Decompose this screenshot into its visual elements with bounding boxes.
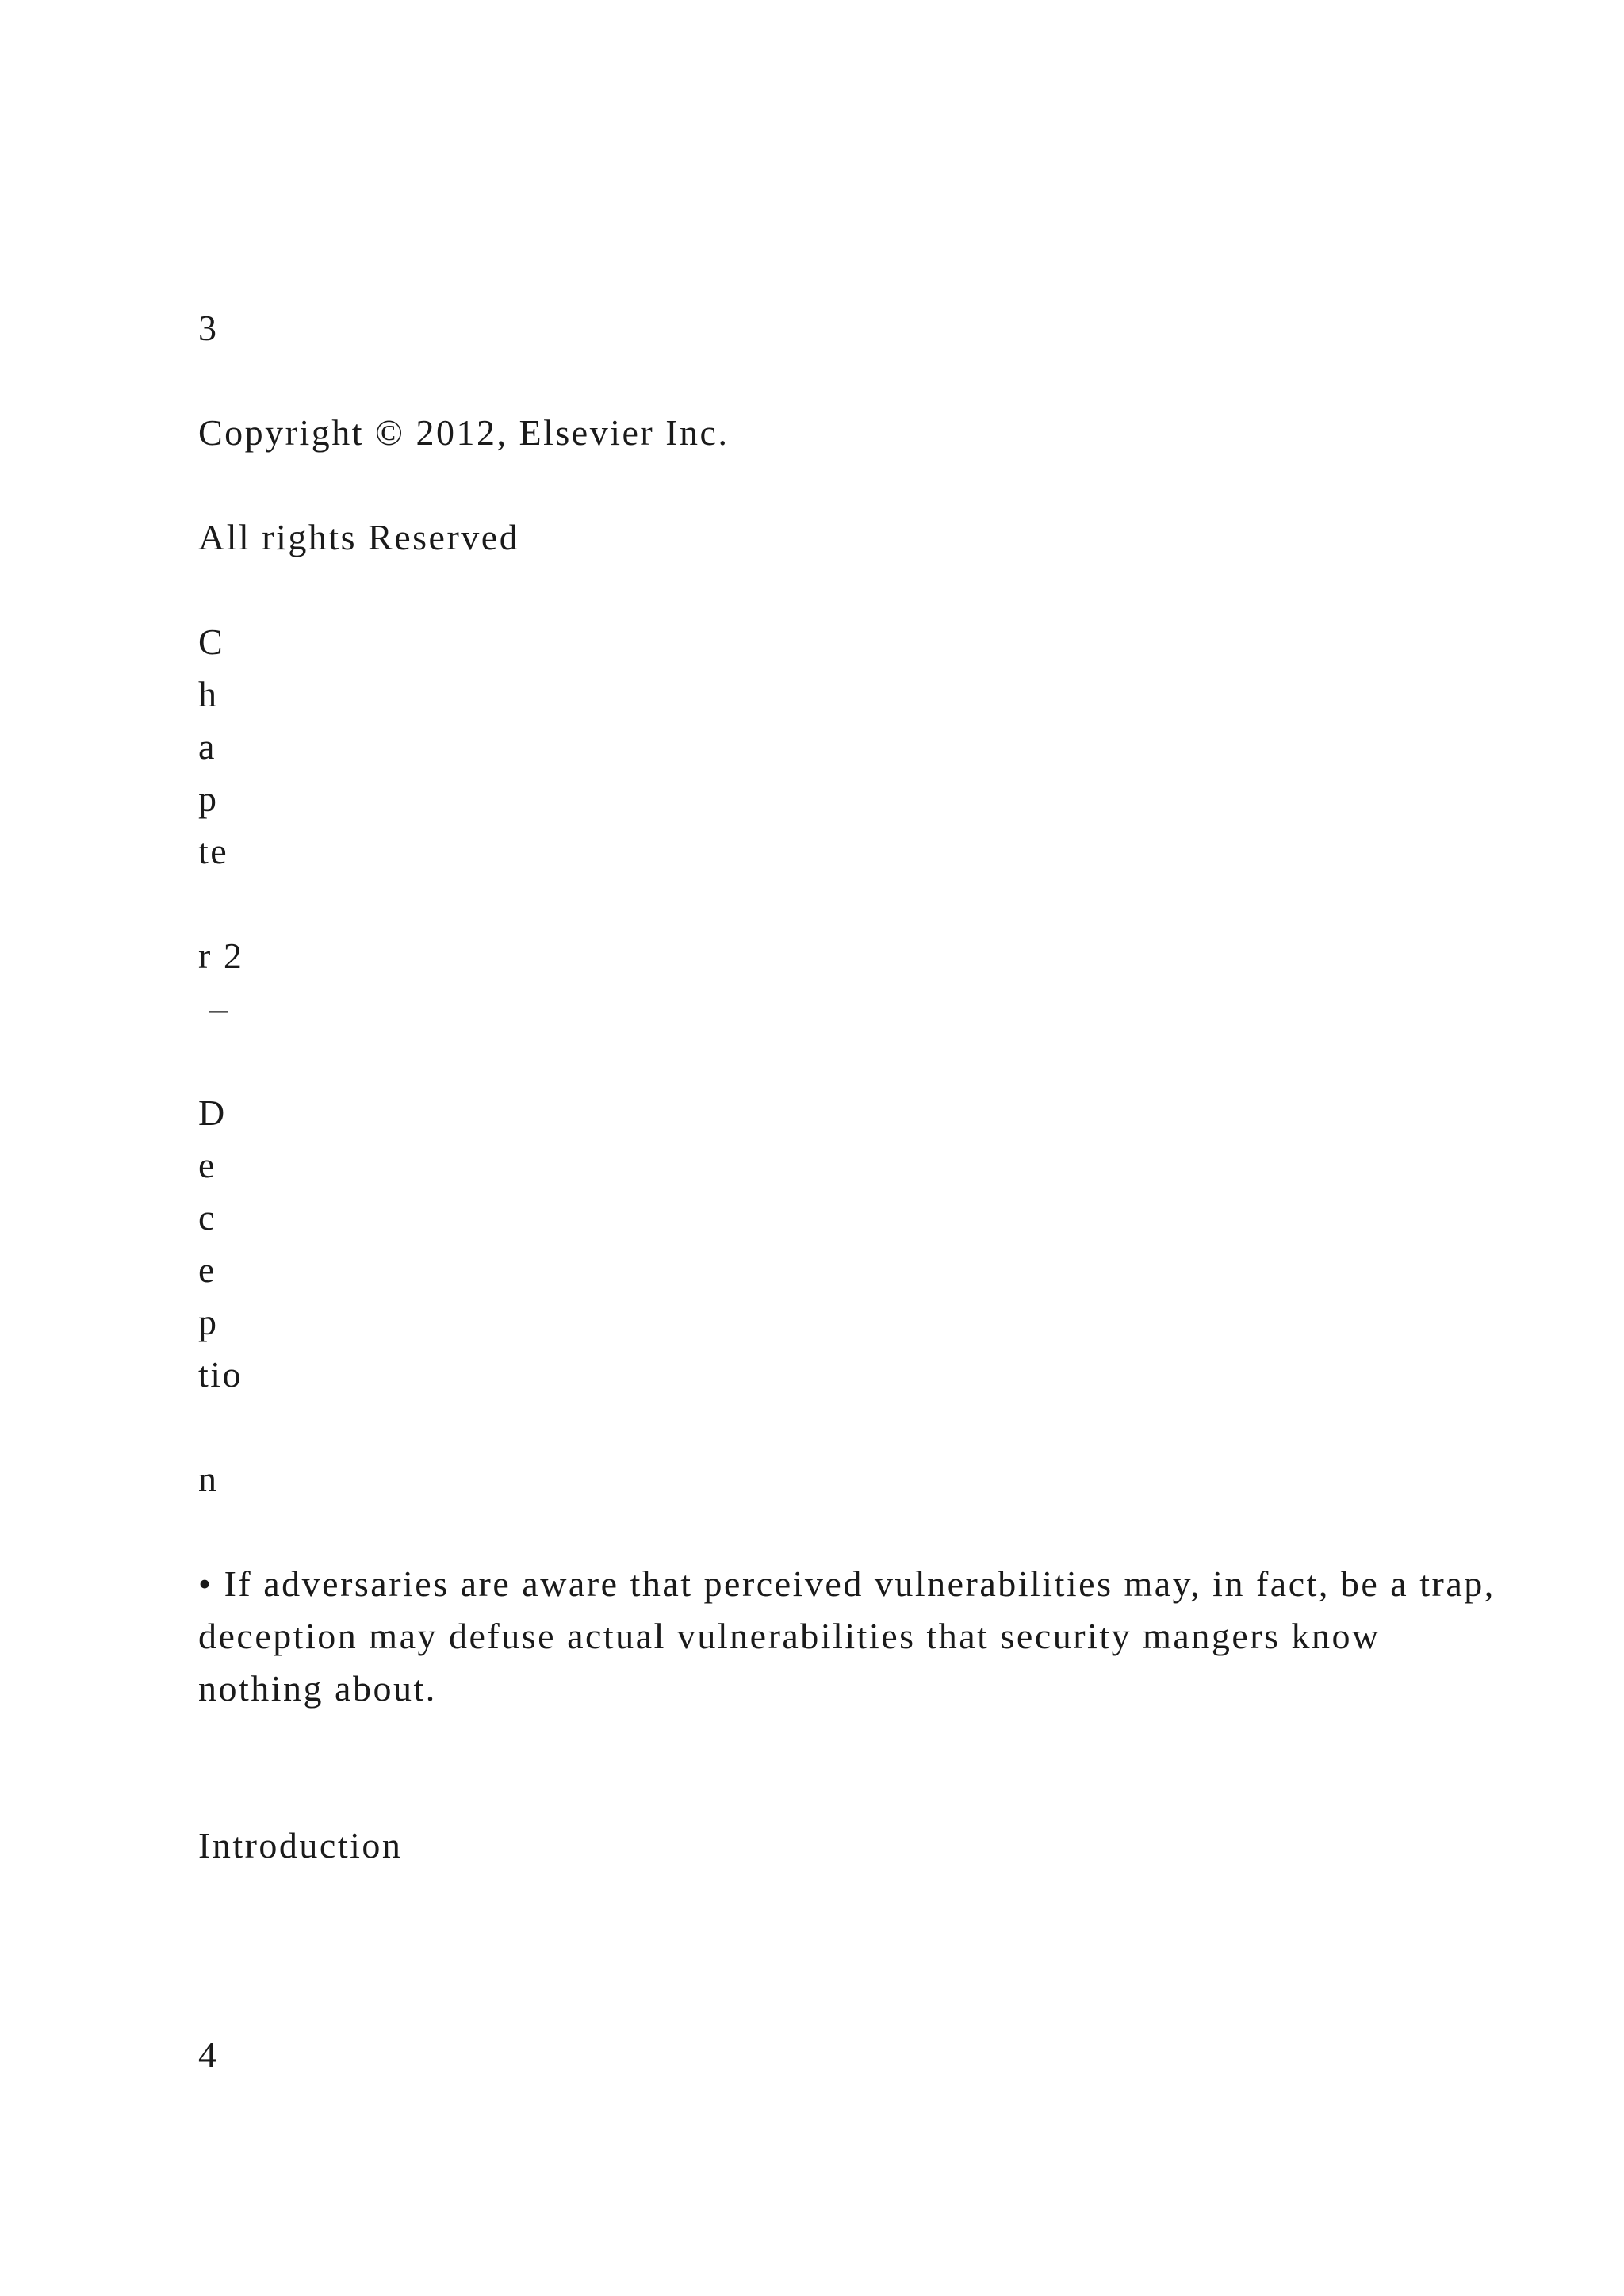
chapter-fragment: p <box>198 1302 219 1342</box>
chapter-fragment: h <box>198 674 219 714</box>
bullet-paragraph: • If adversaries are aware that perceived vulnerabilities may, in fact, be a trap, deception may defuse actual vulnerabilities that security mangers know nothing about. <box>198 1563 1496 1709</box>
chapter-fragment: tio <box>198 1354 243 1395</box>
section-heading: Introduction <box>198 1825 403 1866</box>
chapter-fragment: D <box>198 1093 227 1133</box>
chapter-fragment: a <box>198 726 216 767</box>
chapter-fragment: r 2 <box>198 936 244 976</box>
page-number-top: 3 <box>198 308 219 348</box>
chapter-fragment: n <box>198 1459 219 1499</box>
copyright-line: Copyright © 2012, Elsevier Inc. <box>198 412 730 453</box>
chapter-fragment: C <box>198 622 225 662</box>
page-number-bottom: 4 <box>198 2034 219 2075</box>
chapter-fragment: c <box>198 1197 216 1238</box>
chapter-fragment: p <box>198 779 219 819</box>
chapter-fragment: e <box>198 1249 216 1290</box>
chapter-fragment: te <box>198 831 229 871</box>
chapter-fragment: e <box>198 1145 216 1185</box>
rights-line: All rights Reserved <box>198 517 520 557</box>
chapter-fragment: – <box>198 988 230 1028</box>
